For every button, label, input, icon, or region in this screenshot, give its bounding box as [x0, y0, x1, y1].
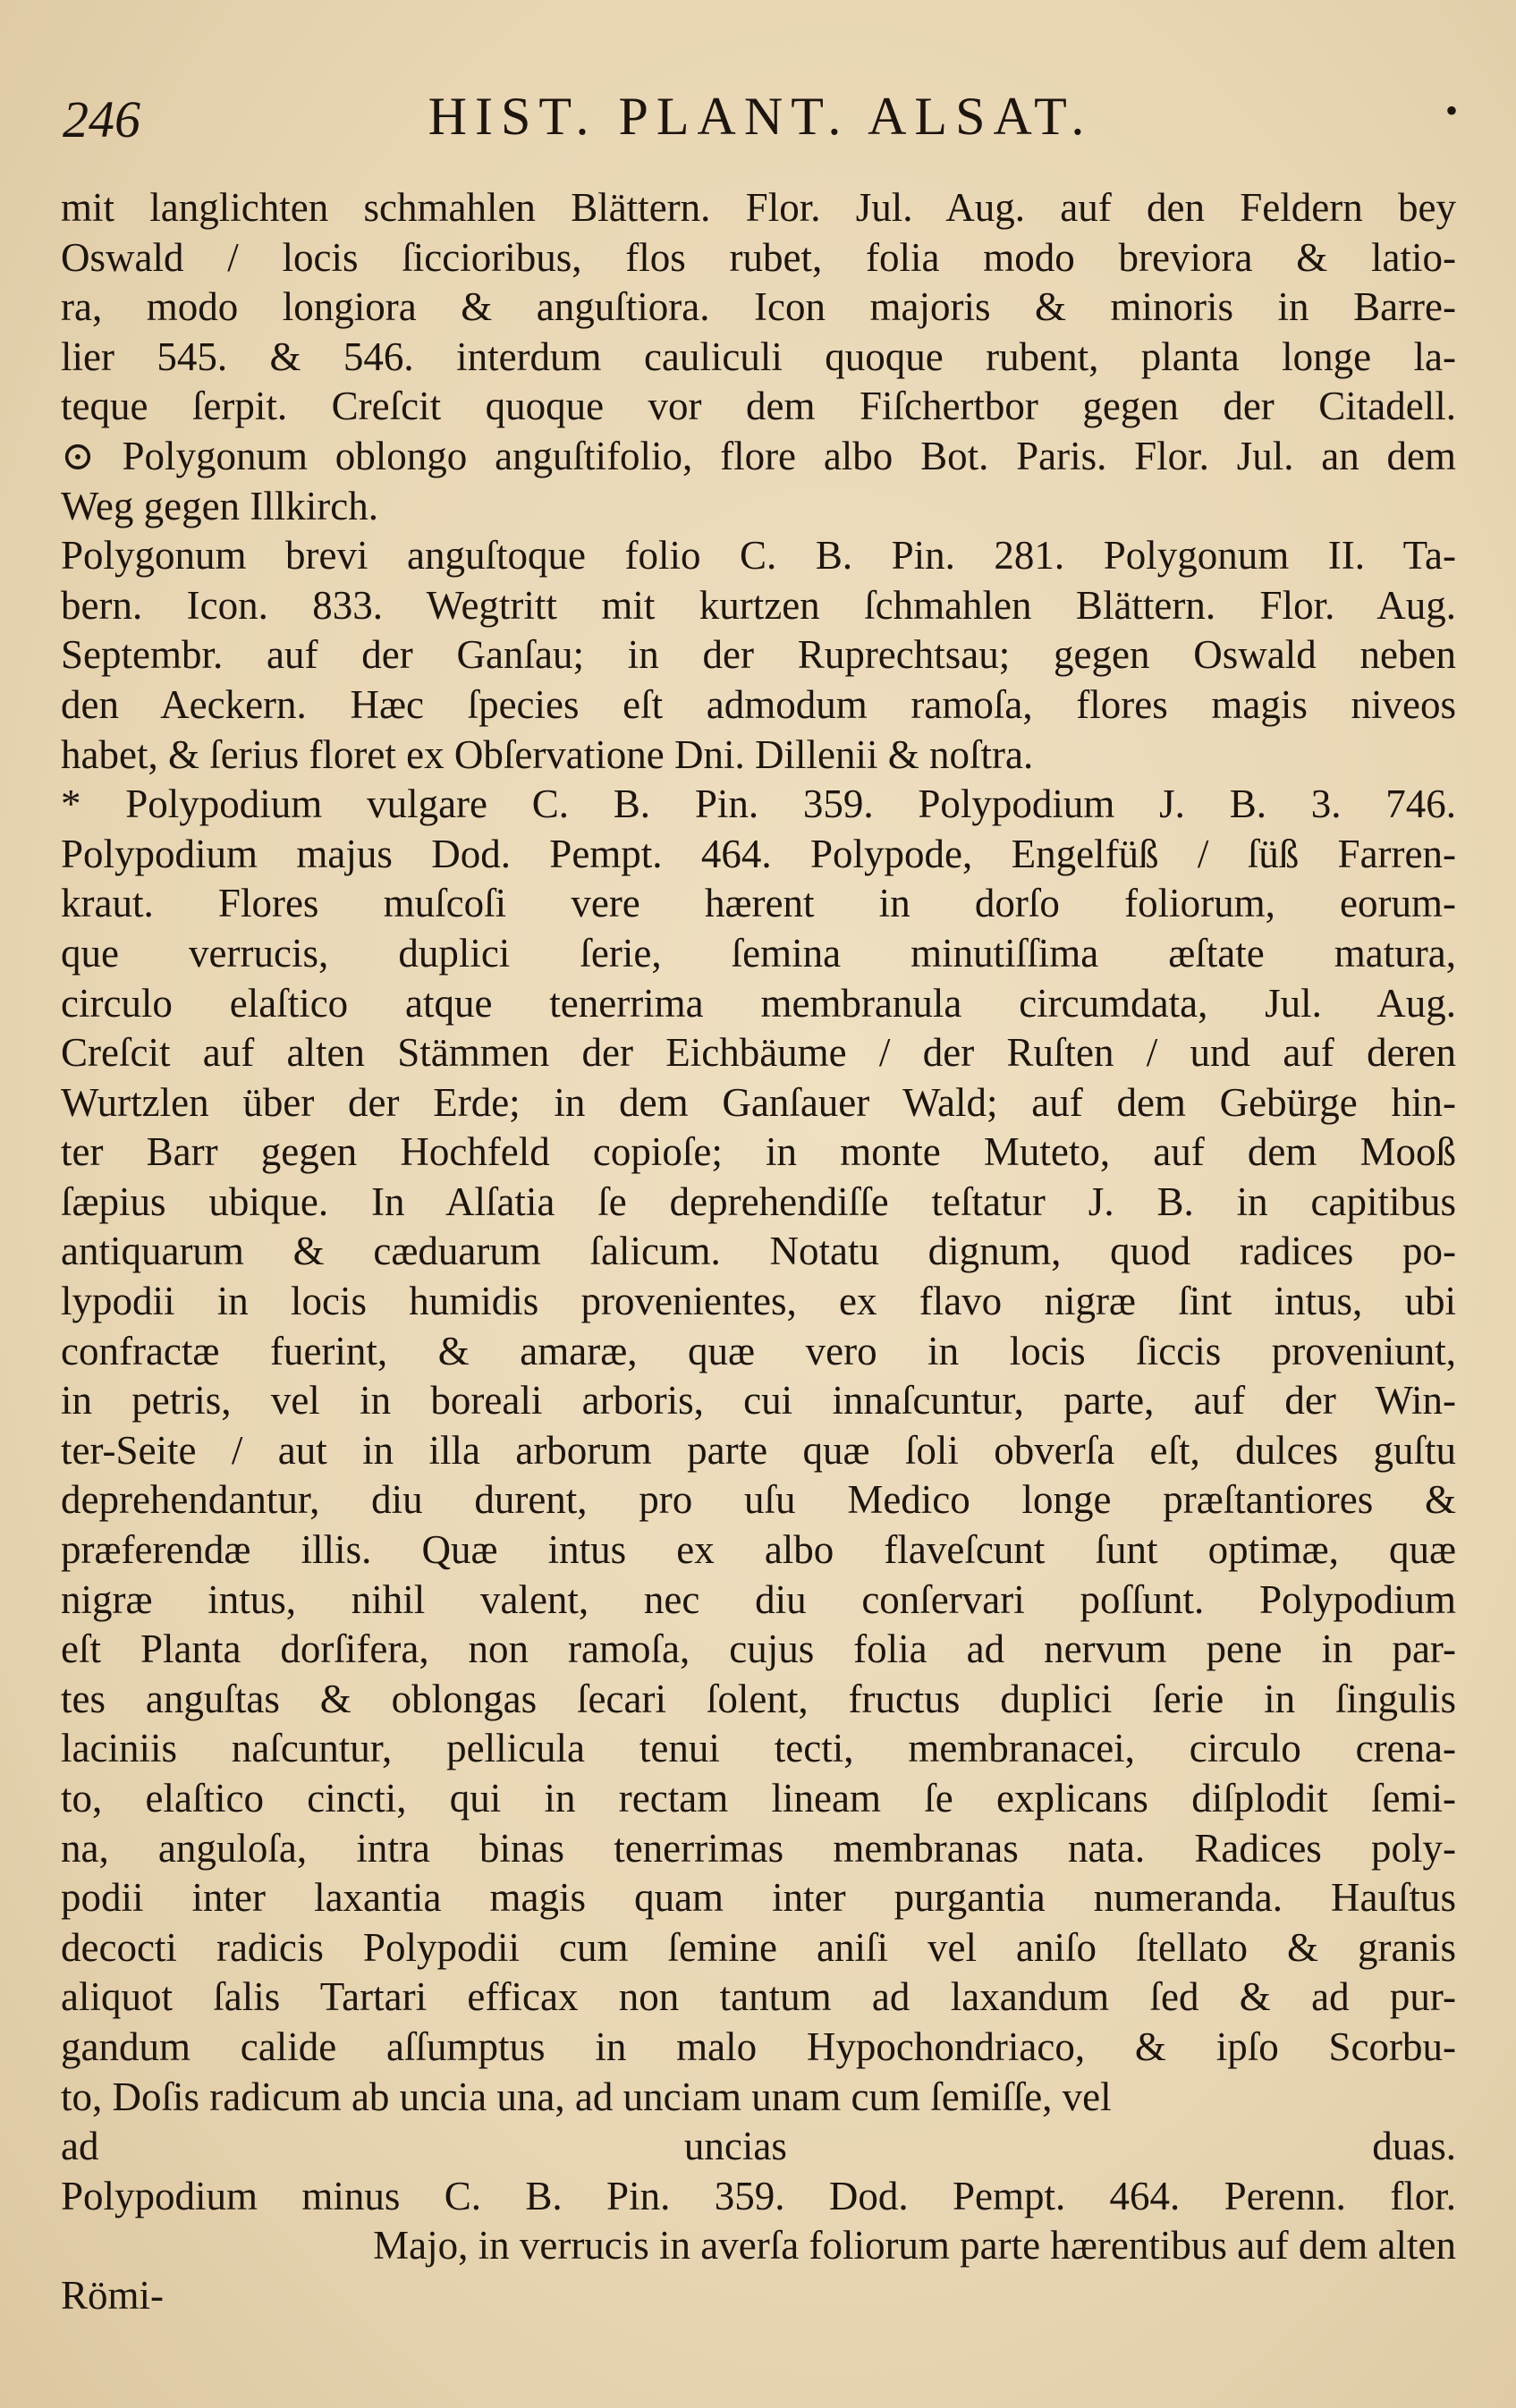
text-line: laciniis naſcuntur, pellicula tenui tecti, membranacei, circulo crena-	[61, 1726, 1456, 1771]
text-line: Polygonum brevi anguſtoque folio C. B. Pin. 281. Polygonum II. Ta-	[61, 533, 1456, 579]
text-line: deprehendantur, diu durent, pro uſu Medico longe præſtantiores &	[61, 1477, 1456, 1523]
text-line: nigræ intus, nihil valent, nec diu conſervari poſſunt. Polypodium	[61, 1576, 1456, 1622]
header-mark: •	[1444, 90, 1458, 131]
text-line: Polypodium minus C. B. Pin. 359. Dod. Pempt. 464. Perenn. flor.	[61, 2173, 1456, 2218]
text-line: habet, & ſerius floret ex Obſervatione Dni. Dillenii & noſtra.	[61, 731, 1034, 777]
text-line: gandum calide aſſumptus in malo Hypochondriaco, & ipſo Scorbu-	[61, 2024, 1456, 2069]
text-line: mit langlichten schmahlen Blättern. Flor. Jul. Aug. auf den Feldern bey	[61, 185, 1456, 230]
text-line: Polypodium majus Dod. Pempt. 464. Polypode, Engelfüß / ſüß Farren-	[61, 831, 1456, 876]
text-line: in petris, vel in boreali arboris, cui innaſcuntur, parte, auf der Win-	[61, 1378, 1456, 1424]
text-line: tes anguſtas & oblongas ſecari ſolent, fructus duplici ſerie in ſingulis	[61, 1676, 1456, 1721]
text-line: to, Doſis radicum ab uncia una, ad unciam unam cum ſemiſſe, vel	[61, 2074, 1112, 2119]
text-line: kraut. Flores muſcoſi vere hærent in dorſo foliorum, eorum-	[61, 881, 1456, 926]
text-line: bern. Icon. 833. Wegtritt mit kurtzen ſchmahlen Blättern. Flor. Aug.	[61, 582, 1456, 628]
text-line: ad uncias duas.	[61, 2124, 1456, 2169]
text-line: na, anguloſa, intra binas tenerrimas membranas nata. Radices poly-	[61, 1825, 1456, 1871]
text-line: den Aeckern. Hæc ſpecies eſt admodum ramoſa, flores magis niveos	[61, 681, 1456, 727]
text-line: antiquarum & cæduarum ſalicum. Notatu dignum, quod radices po-	[61, 1229, 1456, 1274]
text-line: * Polypodium vulgare C. B. Pin. 359. Polypodium J. B. 3. 746.	[61, 782, 1456, 827]
body-text	[61, 183, 1456, 2321]
text-line: circulo elaſtico atque tenerrima membranula circumdata, Jul. Aug.	[61, 980, 1456, 1026]
text-line: ra, modo longiora & anguſtiora. Icon majoris & minoris in Barre-	[61, 284, 1456, 330]
page-number: 246	[63, 90, 140, 148]
text-line: Creſcit auf alten Stämmen der Eichbäume / der Ruſten / und auf deren	[61, 1030, 1456, 1076]
text-line: Weg gegen Illkirch.	[61, 483, 378, 528]
text-line: teque ſerpit. Creſcit quoque vor dem Fiſchertbor gegen der Citadell.	[61, 384, 1456, 429]
text-line: decocti radicis Polypodii cum ſemine aniſi vel aniſo ſtellato & granis	[61, 1924, 1456, 1970]
text-line: Septembr. auf der Ganſau; in der Ruprechtsau; gegen Oswald neben	[61, 632, 1456, 678]
text-line: Majo, in verrucis in averſa foliorum parte hærentibus auf dem alten	[373, 2223, 1456, 2269]
text-line: ter Barr gegen Hochfeld copioſe; in monte Muteto, auf dem Mooß	[61, 1129, 1456, 1175]
text-line: Oswald / locis ſiccioribus, flos rubet, folia modo breviora & latio-	[61, 234, 1456, 280]
text-line: to, elaſtico cincti, qui in rectam lineam ſe explicans diſplodit ſemi-	[61, 1776, 1456, 1821]
text-line: ⊙ Polygonum oblongo anguſtifolio, flore albo Bot. Paris. Flor. Jul. an dem	[61, 433, 1456, 478]
running-title: HIST. PLANT. ALSAT.	[428, 87, 1093, 146]
text-line: ſæpius ubique. In Alſatia ſe deprehendiſſe teſtatur J. B. in capitibus	[61, 1179, 1456, 1224]
text-line: confractæ fuerint, & amaræ, quæ vero in locis ſiccis proveniunt,	[61, 1328, 1456, 1373]
text-line: ter-Seite / aut in illa arborum parte quæ ſoli obverſa eſt, dulces guſtu	[61, 1427, 1456, 1473]
text-line: aliquot ſalis Tartari efficax non tantum ad laxandum ſed & ad pur-	[61, 1974, 1456, 2020]
text-line: Wurtzlen über der Erde; in dem Ganſauer Wald; auf dem Gebürge hin-	[61, 1079, 1456, 1125]
text-line: eſt Planta dorſifera, non ramoſa, cujus folia ad nervum pene in par-	[61, 1626, 1456, 1672]
text-line: podii inter laxantia magis quam inter purgantia numeranda. Hauſtus	[61, 1875, 1456, 1921]
page-header	[63, 80, 1458, 161]
text-line: que verrucis, duplici ſerie, ſemina minutiſſima æſtate matura,	[61, 930, 1456, 976]
text-line: Römi-	[61, 2272, 165, 2318]
text-line: lier 545. & 546. interdum cauliculi quoque rubent, planta longe la-	[61, 334, 1456, 379]
text-line: præferendæ illis. Quæ intus ex albo flaveſcunt ſunt optimæ, quæ	[61, 1527, 1456, 1573]
text-line: lypodii in locis humidis provenientes, ex flavo nigræ ſint intus, ubi	[61, 1279, 1456, 1324]
